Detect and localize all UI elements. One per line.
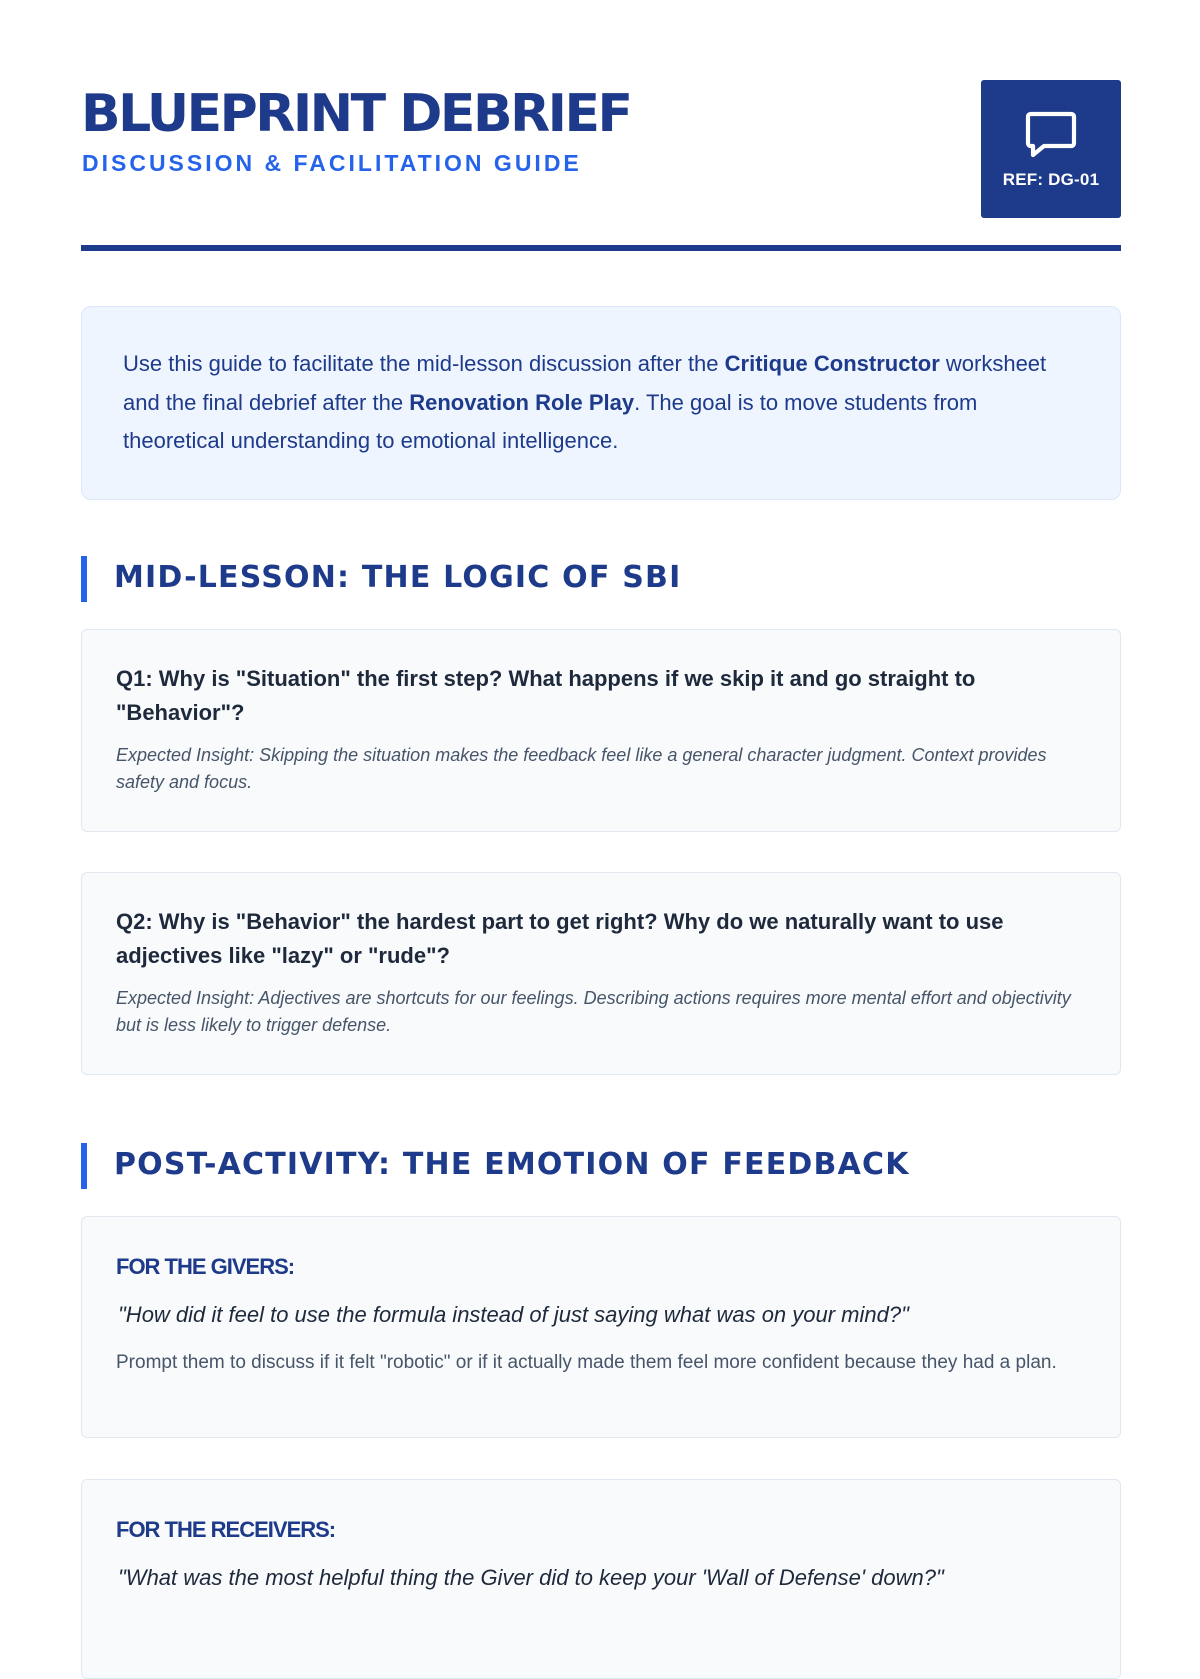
reflection-question: "How did it feel to use the formula instead of just saying what was on your mind?" — [118, 1302, 909, 1327]
expected-insight: Expected Insight: Skipping the situation makes the feedback feel like a general character judgment. Context provides safety and focus. — [116, 745, 1047, 792]
intro-text: Use this guide to facilitate the mid-lesson discussion after the — [123, 351, 725, 376]
question-card — [81, 872, 1121, 1075]
intro-highlight-worksheet: Critique Constructor — [724, 351, 940, 376]
section-heading-mid-lesson — [81, 556, 1121, 602]
section-heading-post-activity — [81, 1143, 1121, 1189]
intro-highlight-activity: Renovation Role Play — [409, 389, 635, 415]
section-accent-bar — [81, 556, 87, 602]
reference-label: REF: DG-01 — [1002, 170, 1100, 189]
audience-card-givers — [81, 1216, 1121, 1438]
discussion-question: Q1: Why is "Situation" the first step? What happens if we skip it and go straight to "Behavior"? — [116, 666, 976, 725]
expected-insight: Expected Insight: Adjectives are shortcuts for our feelings. Describing actions requires more mental effort and objectivity but is less likely to trigger defense. — [116, 988, 1071, 1035]
section-title: POST-ACTIVITY: THE EMOTION OF FEEDBACK — [114, 1147, 910, 1182]
intro-text: worksheet and the final debrief after the — [123, 351, 1047, 415]
facilitator-prompt: Prompt them to discuss if it felt "robotic" or if it actually made them feel more confident because they had a plan. — [116, 1352, 1057, 1373]
intro-callout — [81, 306, 1121, 500]
section-title: MID-LESSON: THE LOGIC OF SBI — [114, 560, 682, 595]
question-card — [81, 629, 1121, 832]
discussion-question: Q2: Why is "Behavior" the hardest part to get right? Why do we naturally want to use adjectives like "lazy" or "rude"? — [116, 909, 1004, 968]
page-subtitle: DISCUSSION & FACILITATION GUIDE — [82, 150, 582, 176]
header — [81, 80, 1121, 252]
reference-badge — [981, 80, 1121, 218]
page-title: BLUEPRINT DEBRIEF — [81, 84, 631, 144]
audience-label: FOR THE GIVERS: — [116, 1254, 295, 1279]
section-accent-bar — [81, 1143, 87, 1189]
header-divider — [81, 245, 1121, 251]
reflection-question: "What was the most helpful thing the Giver did to keep your 'Wall of Defense' down?" — [118, 1565, 944, 1590]
audience-label: FOR THE RECEIVERS: — [116, 1517, 336, 1542]
intro-text: . The goal is to move students from theoretical understanding to emotional intelligence. — [123, 389, 978, 453]
audience-card-receivers — [81, 1479, 1121, 1679]
chat-bubble-icon — [1024, 108, 1078, 160]
